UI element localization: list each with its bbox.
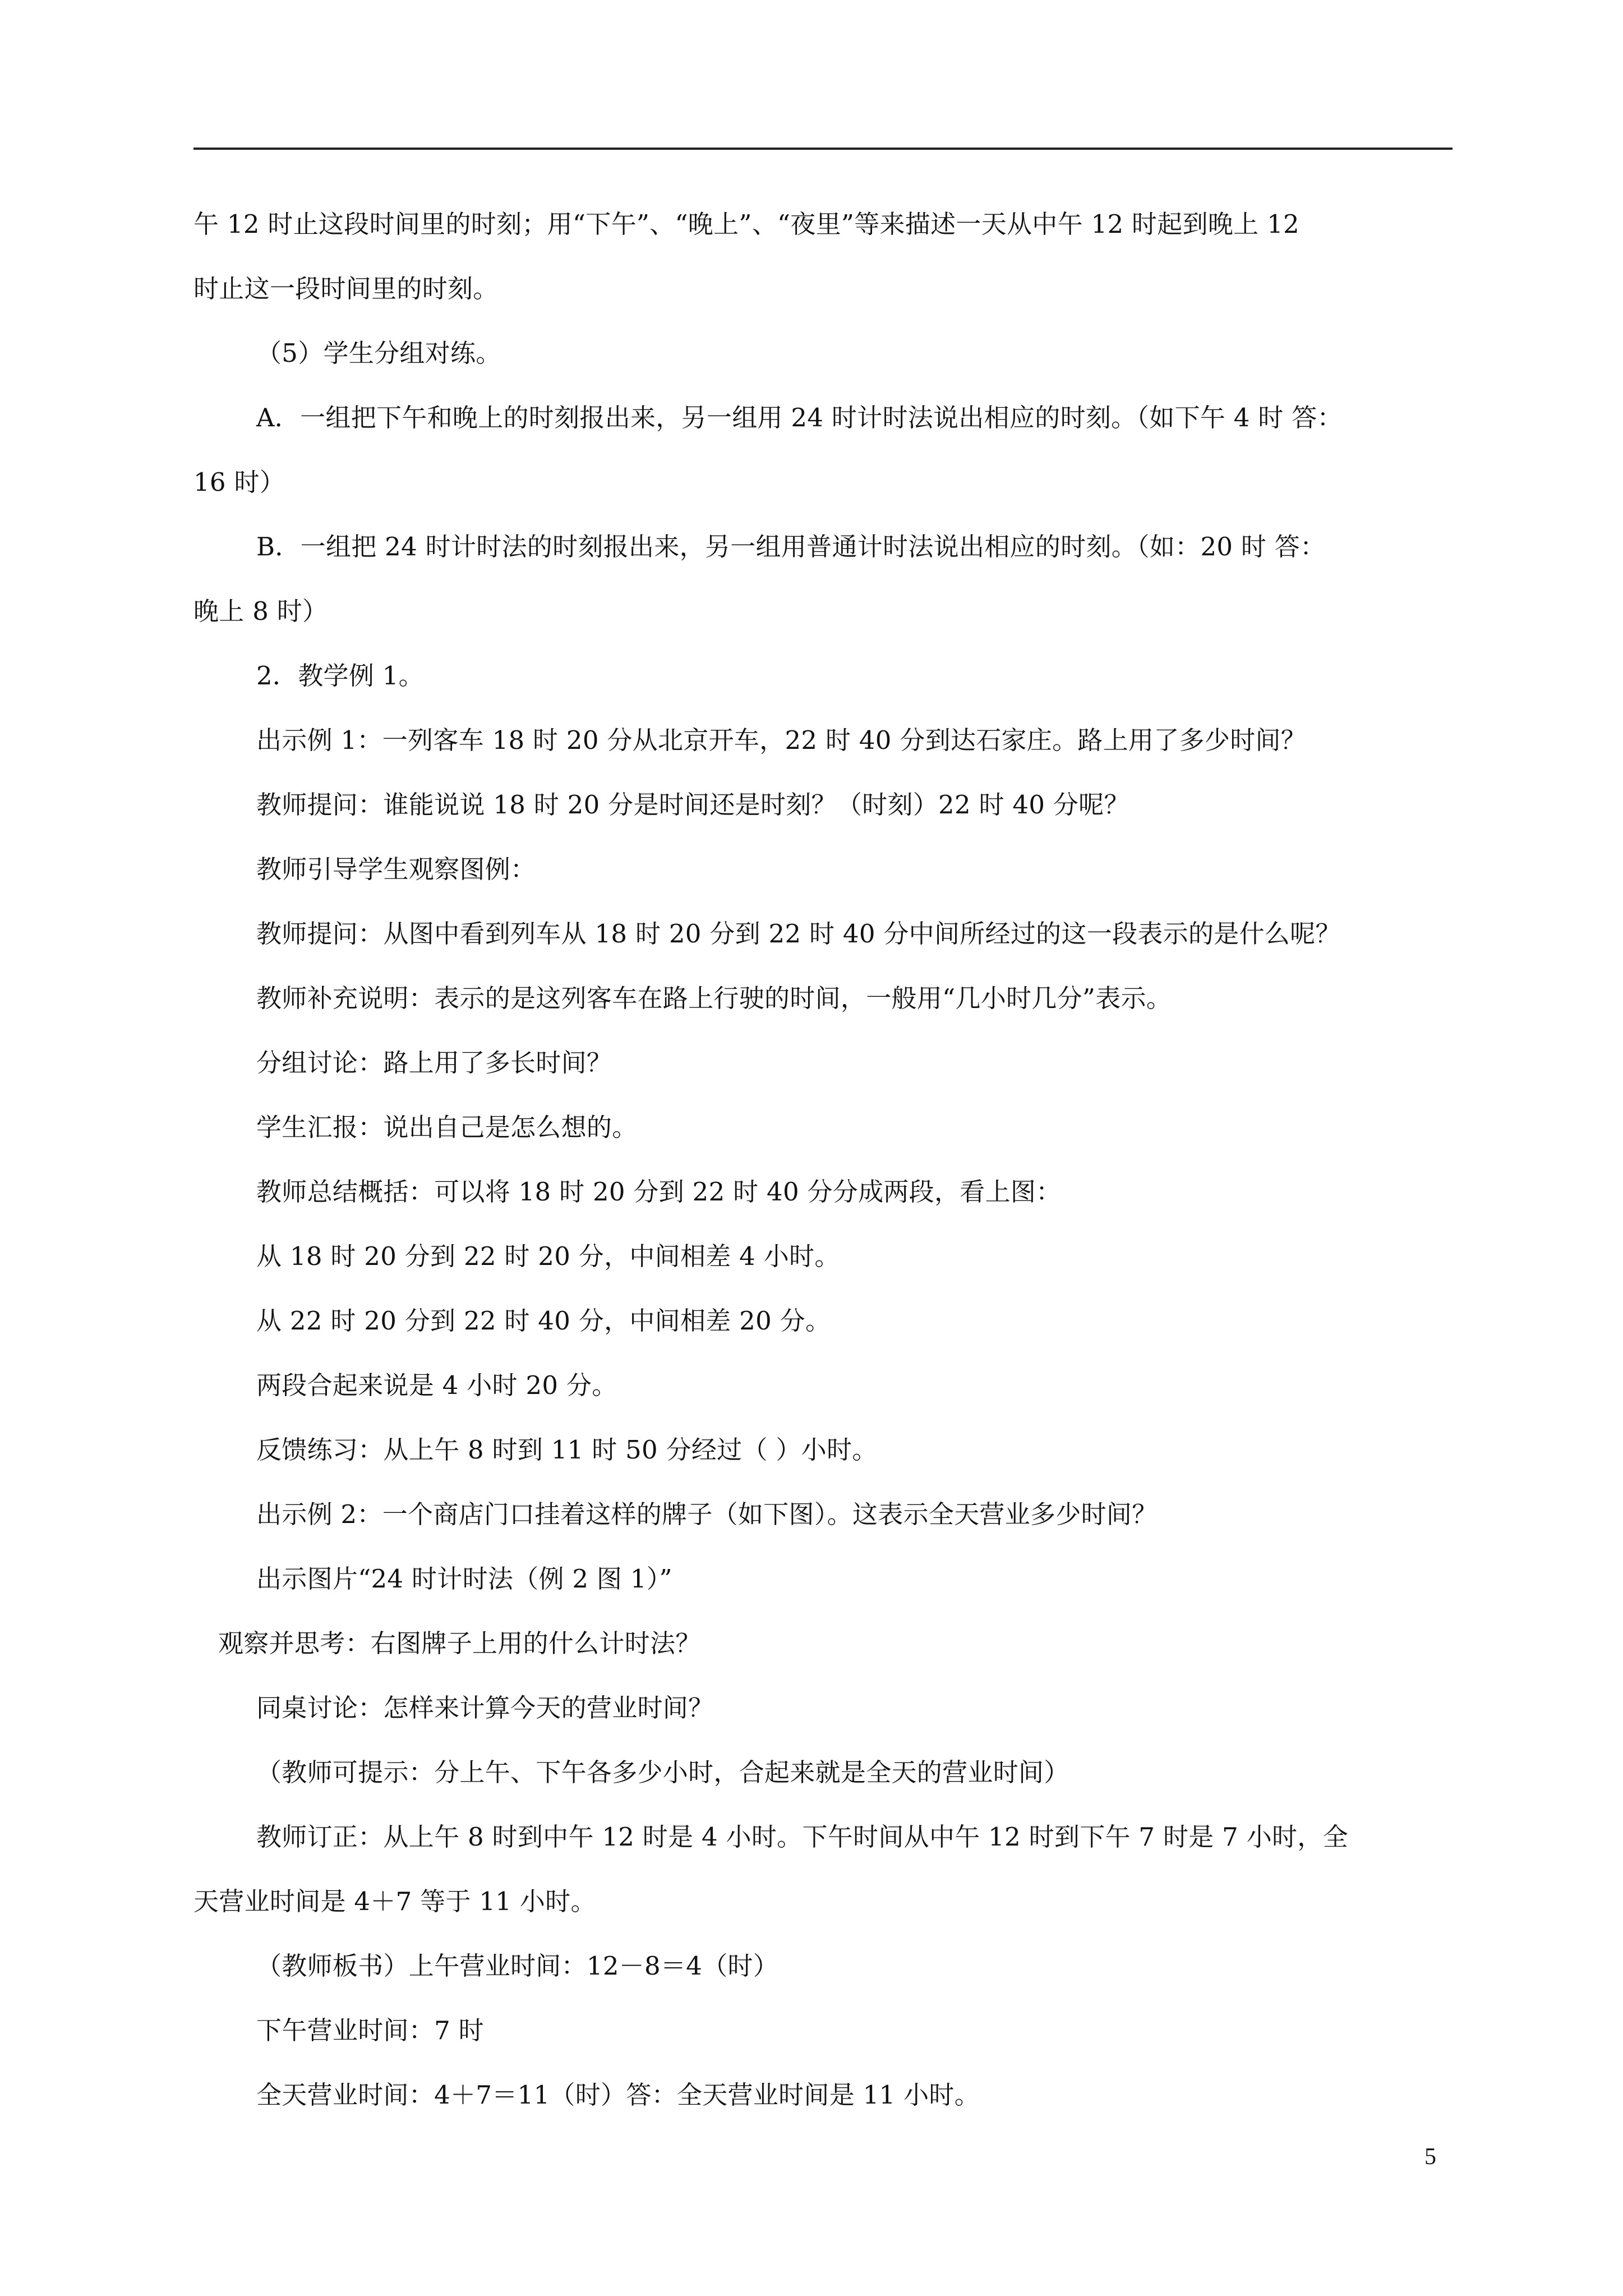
- text-line: 教师总结概括：可以将 18 时 20 分到 22 时 40 分分成两段，看上图：: [256, 1177, 1062, 1207]
- text-line: （教师可提示：分上午、下午各多少小时，合起来就是全天的营业时间）: [256, 1757, 1069, 1787]
- text-line: 天营业时间是 4＋7 等于 11 小时。: [193, 1887, 596, 1916]
- text-line: 出示例 2：一个商店门口挂着这样的牌子（如下图）。这表示全天营业多少时间？: [256, 1499, 1158, 1529]
- text-line: 观察并思考：右图牌子上用的什么计时法？: [218, 1628, 701, 1658]
- text-line: （教师板书）上午营业时间：12－8＝4（时）: [256, 1951, 779, 1981]
- text-line: 出示例 1：一列客车 18 时 20 分从北京开车，22 时 40 分到达石家庄。路上用了多少时间？: [256, 725, 1307, 755]
- text-line: 教师补充说明：表示的是这列客车在路上行驶的时间，一般用“几小时几分”表示。: [256, 983, 1172, 1013]
- text-line: B．一组把 24 时计时法的时刻报出来，另一组用普通计时法说出相应的时刻。（如：20 时 答：: [256, 532, 1326, 562]
- text-line: A．一组把下午和晚上的时刻报出来，另一组用 24 时计时法说出相应的时刻。（如下午 4 时 答：: [256, 403, 1343, 432]
- text-line: 2．教学例 1。: [256, 661, 424, 691]
- text-line: 学生汇报：说出自己是怎么想的。: [256, 1112, 638, 1142]
- text-line: 午 12 时止这段时间里的时刻；用“下午”、“晚上”、“夜里”等来描述一天从中午 12 时起到晚上 12: [193, 209, 1299, 239]
- page-number: 5: [1424, 2144, 1436, 2170]
- text-line: 全天营业时间：4＋7＝11（时）答：全天营业时间是 11 小时。: [256, 2080, 980, 2110]
- text-line: 教师引导学生观察图例：: [256, 854, 536, 884]
- text-line: 教师提问：从图中看到列车从 18 时 20 分到 22 时 40 分中间所经过的这一段表示的是什么呢？: [256, 919, 1341, 949]
- text-line: 教师提问：谁能说说 18 时 20 分是时间还是时刻？（时刻）22 时 40 分呢？: [256, 790, 1129, 820]
- text-line: 两段合起来说是 4 小时 20 分。: [256, 1370, 617, 1400]
- text-line: （5）学生分组对练。: [256, 338, 501, 368]
- text-line: 同桌讨论：怎样来计算今天的营业时间？: [256, 1693, 714, 1723]
- text-line: 分组讨论：路上用了多长时间？: [256, 1048, 612, 1078]
- header-rule: [193, 148, 1453, 150]
- text-line: 出示图片“24 时计时法（例 2 图 1）”: [256, 1564, 672, 1594]
- text-line: 教师订正：从上午 8 时到中午 12 时是 4 小时。下午时间从中午 12 时到下午 7 时是 7 小时，全: [256, 1822, 1348, 1852]
- text-line: 晚上 8 时）: [193, 596, 328, 626]
- text-line: 下午营业时间：7 时: [256, 2016, 484, 2045]
- text-line: 从 22 时 20 分到 22 时 40 分，中间相差 20 分。: [256, 1306, 831, 1336]
- text-line: 时止这一段时间里的时刻。: [193, 274, 499, 303]
- text-line: 从 18 时 20 分到 22 时 20 分，中间相差 4 小时。: [256, 1241, 840, 1271]
- text-line: 反馈练习：从上午 8 时到 11 时 50 分经过（ ）小时。: [256, 1435, 878, 1465]
- text-line: 16 时）: [193, 467, 285, 497]
